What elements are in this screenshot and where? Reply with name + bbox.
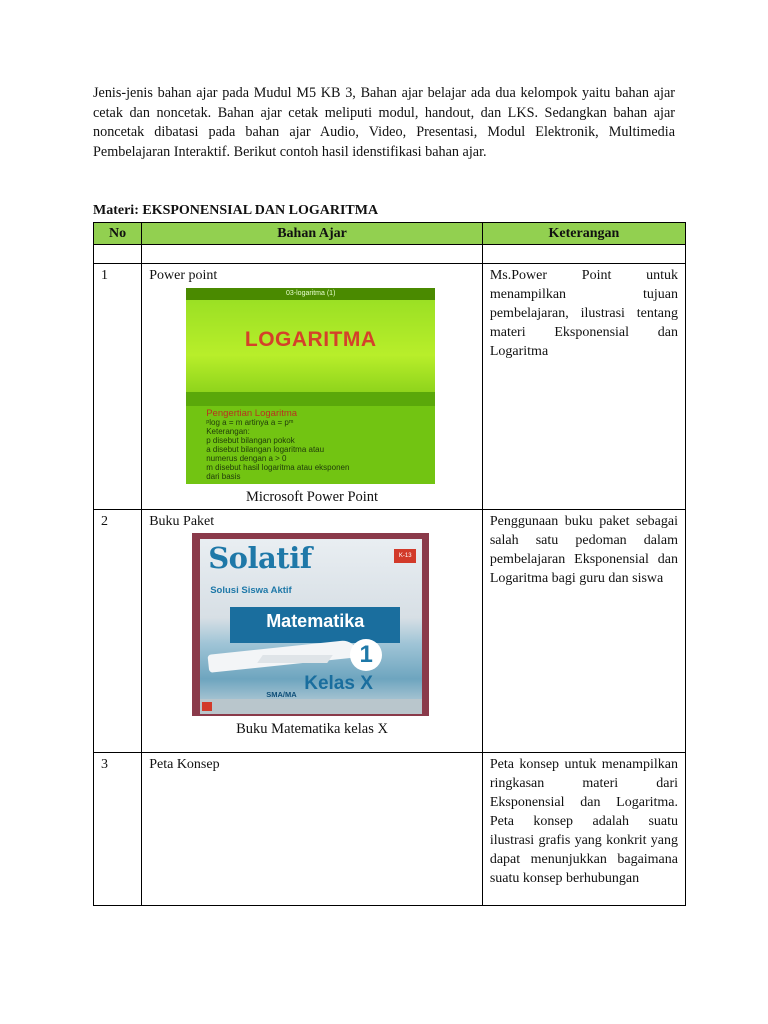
bahan-ajar-table — [93, 222, 686, 906]
header-keterangan: Keterangan — [482, 223, 685, 245]
slide-line: numerus dengan a > 0 — [206, 454, 287, 463]
book-subject: Matematika — [266, 611, 365, 631]
row-keterangan: Peta konsep untuk menampilkan ringkasan materi dari Eksponensial dan Logaritma. Peta konsep adalah suatu ilustrasi grafis yang konkrit yang dapat menunjukkan bagaimana suatu konsep berhubungan — [482, 753, 685, 906]
powerpoint-slide-image — [186, 288, 435, 484]
book-level: SMA/MA — [266, 690, 297, 699]
image-caption: Buku Matematika kelas X — [236, 721, 388, 737]
image-caption: Microsoft Power Point — [245, 489, 379, 505]
spacer-cell — [142, 245, 483, 264]
slide-line: Keterangan: — [206, 427, 250, 436]
materi-heading: Materi: EKSPONENSIAL DAN LOGARITMA — [93, 203, 379, 218]
header-bahan-ajar: Bahan Ajar — [142, 223, 483, 245]
row-bahan-ajar-label: Power point — [149, 268, 218, 283]
intro-paragraph: Jenis-jenis bahan ajar pada Mudul M5 KB 3, Bahan ajar belajar ada dua kelompok yaitu bahan ajar cetak dan noncetak. Bahan ajar cetak meliputi modul, handout, dan LKS. Sedangkan bahan ajar noncetak dibatasi pada bahan ajar Audio, Video, Presentasi, Modul Elektronik, Multimedia Pembelajaran Interaktif. Berikut contoh hasil idenstifikasi bahan ajar. — [93, 85, 675, 160]
publisher-logo — [202, 702, 212, 711]
row-keterangan: Ms.Power Point untuk menampilkan tujuan pembelajaran, ilustrasi tentang materi Eksponensial dan Logaritma — [482, 264, 685, 510]
table-spacer-row — [94, 245, 686, 264]
row-no: 2 — [94, 510, 142, 753]
book-footer-band — [200, 699, 422, 714]
slide-line: dari basis — [206, 472, 241, 481]
row-keterangan: Penggunaan buku paket sebagai salah satu pedoman dalam pembelajaran Eksponensial dan Logaritma bagi guru dan siswa — [482, 510, 685, 753]
slide-title: LOGARITMA — [244, 328, 377, 351]
book-badge: K-13 — [394, 549, 416, 563]
book-logo: Solatif — [208, 541, 312, 575]
table-row — [94, 264, 686, 510]
slide-subtitle: Pengertian Logaritma — [206, 408, 298, 419]
airplane-wing — [257, 655, 333, 663]
row-no: 3 — [94, 753, 142, 906]
table-row — [94, 510, 686, 753]
book-kelas: Kelas X — [304, 673, 373, 694]
row-bahan-ajar-cell — [142, 510, 483, 753]
book-cover-image — [192, 533, 429, 716]
table-header-row — [94, 223, 686, 245]
slide-line: m disebut hasil logaritma atau eksponen — [206, 463, 350, 472]
slide-line: a disebut bilangan logaritma atau — [206, 445, 325, 454]
spacer-cell — [482, 245, 685, 264]
book-volume: 1 — [350, 639, 382, 671]
row-bahan-ajar-cell — [142, 753, 483, 906]
book-cover-face — [200, 539, 422, 714]
row-bahan-ajar-label: Buku Paket — [149, 514, 215, 529]
slide-body — [206, 418, 432, 481]
row-no: 1 — [94, 264, 142, 510]
table-row — [94, 753, 686, 906]
book-tagline: Solusi Siswa Aktif — [210, 585, 292, 596]
slide-line: ᵖlog a = m artinya a = pᵐ — [206, 418, 294, 427]
row-bahan-ajar-label: Peta Konsep — [149, 757, 220, 772]
slide-top-label: 03-logaritma (1) — [186, 288, 435, 300]
spacer-cell — [94, 245, 142, 264]
slide-line: p disebut bilangan pokok — [206, 436, 295, 445]
header-no: No — [94, 223, 142, 245]
row-bahan-ajar-cell — [142, 264, 483, 510]
